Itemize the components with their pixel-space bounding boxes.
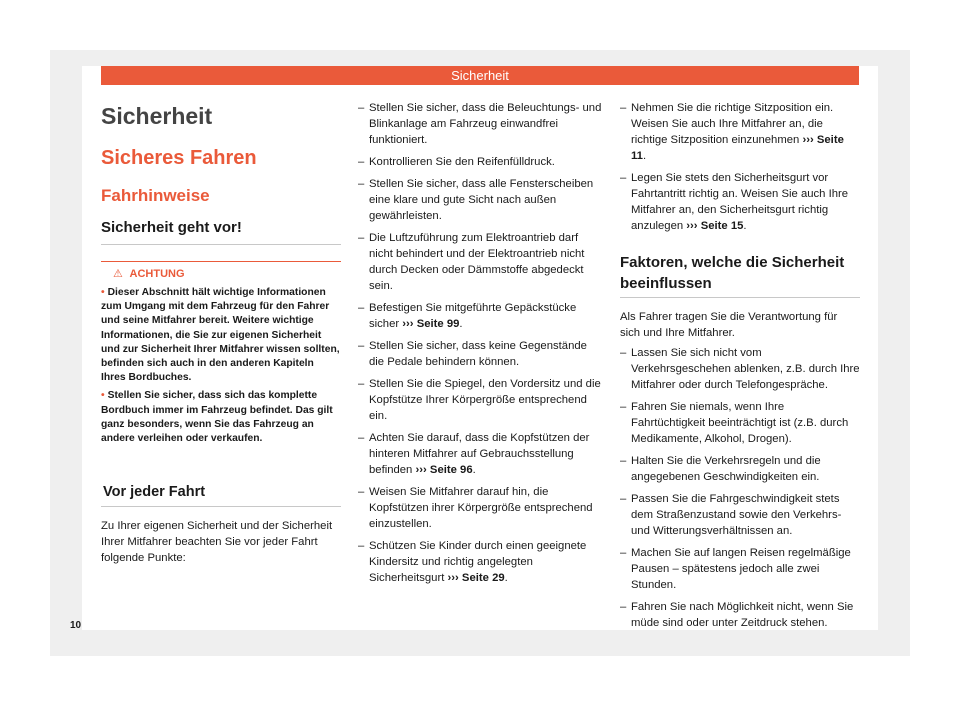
factors-heading: Faktoren, welche die Sicherheit beeinflussen (620, 252, 860, 298)
page-reference-link[interactable]: ››› Seite 96 (415, 464, 473, 476)
page-number: 10 (70, 620, 82, 631)
list-item: – Machen Sie auf langen Reisen regelmäßige Pausen – spätestens jedoch alle zwei Stunden. (620, 547, 851, 591)
warning-header (113, 267, 341, 282)
bullet-icon: • (101, 287, 105, 298)
warning-item: • Stellen Sie sicher, dass sich das komplette Bordbuch immer im Fahrzeug befindet. Das gilt ganz besonders, wenn Sie das Fahrzeug an andere verleihen oder verkaufen. (101, 390, 333, 445)
before-drive-heading: Vor jeder Fahrt (101, 482, 341, 507)
page-reference-link[interactable]: ››› Seite 29 (447, 572, 505, 584)
checklist (358, 100, 602, 586)
warning-box (101, 261, 341, 446)
right-column (620, 100, 860, 637)
factors-intro: Als Fahrer tragen Sie die Verantwortung für sich und Ihre Mitfahrer. (620, 311, 838, 339)
list-item: – Stellen Sie sicher, dass keine Gegenstände die Pedale behindern können. (358, 340, 587, 368)
list-item: – Stellen Sie sicher, dass alle Fensterscheiben eine klare und gute Sicht nach außen gewährleisten. (358, 178, 594, 222)
list-item: – Fahren Sie nach Möglichkeit nicht, wenn Sie müde sind oder unter Zeitdruck stehen. (620, 601, 854, 629)
chapter-banner: Sicherheit (101, 66, 859, 85)
list-item: – Schützen Sie Kinder durch einen geeignete Kindersitz und richtig angelegten Sicherheitsgurt ››› Seite 29. (358, 540, 587, 584)
warning-item: • Dieser Abschnitt hält wichtige Informationen zum Umgang mit dem Fahrzeug für den Fahrer und seine Mitfahrer bereit. Weitere wichtige Informationen, die Sie zur eigenen Sicherheit und zur Sicherheit Ihrer Mitfahrer wissen sollten, befinden sich auch in den anderen Kapiteln Ihres Bordbuches. (101, 287, 340, 384)
before-drive-intro: Zu Ihrer eigenen Sicherheit und der Sicherheit Ihrer Mitfahrer beachten Sie vor jeder Fahrt folgende Punkte: (101, 520, 333, 565)
page-reference-link[interactable]: ››› Seite 99 (402, 318, 460, 330)
left-column (101, 100, 341, 566)
page-reference-link[interactable]: ››› Seite 11 (631, 134, 844, 162)
list-item: – Passen Sie die Fahrgeschwindigkeit stets dem Straßenzustand sowie den Verkehrs- und Witterungsverhältnissen an. (620, 493, 842, 537)
list-item: – Achten Sie darauf, dass die Kopfstützen der hinteren Mitfahrer auf Gebrauchsstellung befinden ››› Seite 96. (358, 432, 590, 476)
list-item: – Stellen Sie die Spiegel, den Vordersitz und die Kopfstütze Ihrer Körpergröße entsprechend ein. (358, 378, 601, 422)
warning-label: ACHTUNG (129, 268, 185, 280)
list-item: – Halten Sie die Verkehrsregeln und die angegebenen Geschwindigkeiten ein. (620, 455, 821, 483)
list-item: – Fahren Sie niemals, wenn Ihre Fahrtüchtigkeit beeinträchtigt ist (z.B. durch Medikamente, Alkohol, Drogen). (620, 401, 849, 445)
topic-heading: Sicherheit geht vor! (101, 218, 341, 245)
warning-triangle-icon: ⚠ (113, 268, 123, 280)
list-item: – Lassen Sie sich nicht vom Verkehrsgeschehen ablenken, z.B. durch Ihre Mitfahrer oder durch Telefongespräche. (620, 347, 860, 391)
chapter-title: Sicherheit (101, 103, 213, 129)
list-item: – Stellen Sie sicher, dass die Beleuchtungs- und Blinkanlage am Fahrzeug einwandfrei funktioniert. (358, 102, 602, 146)
list-item: – Weisen Sie Mitfahrer darauf hin, die Kopfstützen ihrer Körpergröße entsprechend einzustellen. (358, 486, 593, 530)
list-item: – Kontrollieren Sie den Reifenfülldruck. (358, 156, 555, 168)
subsection-title: Fahrhinweise (101, 186, 210, 205)
section-title: Sicheres Fahren (101, 147, 257, 169)
list-item: – Legen Sie stets den Sicherheitsgurt vor Fahrtantritt richtig an. Weisen Sie auch Ihre Mitfahrer an, den Sicherheitsgurt richtig anzulegen ››› Seite 15. (620, 172, 849, 232)
middle-column (358, 100, 602, 592)
list-item: – Befestigen Sie mitgeführte Gepäckstücke sicher ››› Seite 99. (358, 302, 577, 330)
page-reference-link[interactable]: ››› Seite 15 (686, 220, 744, 232)
checklist-continued (620, 100, 860, 234)
factors-list (620, 345, 860, 631)
list-item: – Nehmen Sie die richtige Sitzposition ein. Weisen Sie auch Ihre Mitfahrer an, die richtige Sitzposition einzunehmen ››› Seite 11. (620, 102, 844, 162)
bullet-icon: • (101, 390, 105, 402)
list-item: – Die Luftzuführung zum Elektroantrieb darf nicht behindert und der Elektroantrieb nicht durch Decken oder Dämmstoffe abgedeckt sein. (358, 232, 585, 292)
